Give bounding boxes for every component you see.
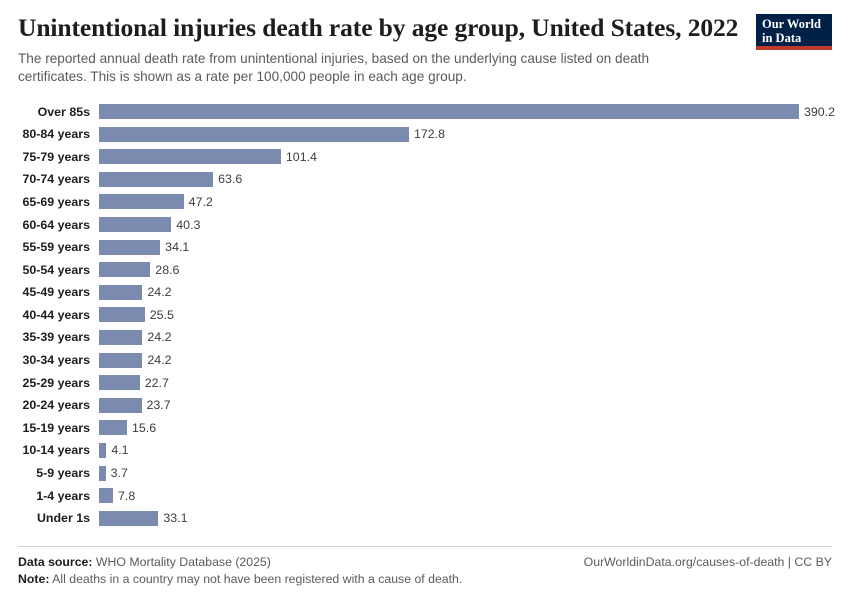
chart-subtitle: The reported annual death rate from unintentional injuries, based on the underlying cause listed on death certificates. This is shown as a rate per 100,000 people in each age group. — [18, 50, 650, 84]
bar-row[interactable] — [18, 394, 832, 417]
bar-track — [99, 507, 832, 530]
bar-category-label: 70-74 years — [22, 172, 90, 187]
bar-row[interactable] — [18, 258, 832, 281]
bar-category-label: 65-69 years — [22, 194, 90, 209]
bar-track — [99, 304, 832, 327]
bar[interactable] — [99, 466, 106, 481]
bar-category-label: 35-39 years — [22, 330, 90, 345]
bar-track — [99, 462, 832, 485]
bar-category-label: Over 85s — [37, 104, 90, 119]
bar-row[interactable] — [18, 191, 832, 214]
bar-value-label: 25.5 — [149, 307, 174, 322]
bar-value-label: 63.6 — [218, 172, 243, 187]
bar[interactable] — [99, 488, 113, 503]
chart-footer — [18, 546, 832, 586]
bar-value-label: 24.2 — [147, 285, 172, 300]
bar-category-label: 80-84 years — [22, 127, 90, 142]
bar-category-label: 1-4 years — [36, 488, 90, 503]
bar-category-label: 15-19 years — [22, 420, 90, 435]
bar-category-label: 40-44 years — [22, 307, 90, 322]
page-title: Unintentional injuries death rate by age group, United States, 2022 — [18, 13, 739, 42]
bar-row[interactable] — [18, 236, 832, 259]
bar-track — [99, 371, 832, 394]
bar-track — [99, 168, 832, 191]
bar-category-label: 5-9 years — [36, 466, 90, 481]
bar-track — [99, 281, 832, 304]
bar-row[interactable] — [18, 484, 832, 507]
chart-note — [18, 572, 832, 586]
bar-value-label: 33.1 — [163, 511, 188, 526]
note-text: All deaths in a country may not have been registered with a cause of death. — [52, 572, 463, 586]
bar-value-label: 23.7 — [146, 398, 171, 413]
data-source — [18, 555, 271, 569]
bar-rows — [18, 100, 836, 529]
bar-track — [99, 100, 835, 123]
bar-category-label: 10-14 years — [22, 443, 90, 458]
source-link[interactable]: OurWorldinData.org/causes-of-death | CC BY — [583, 555, 832, 569]
bar-category-label: 55-59 years — [22, 240, 90, 255]
bar-category-label: 30-34 years — [22, 353, 90, 368]
bar[interactable] — [99, 149, 281, 164]
bar-category-label: 20-24 years — [22, 398, 90, 413]
logo-line-2: in Data — [762, 30, 802, 45]
bar-track — [99, 123, 832, 146]
note-label: Note: — [18, 572, 50, 586]
bar-track — [99, 236, 832, 259]
bar-value-label: 101.4 — [285, 149, 317, 164]
bar-track — [99, 484, 832, 507]
bar-value-label: 172.8 — [413, 127, 445, 142]
bar[interactable] — [99, 420, 127, 435]
bar-value-label: 390.2 — [804, 104, 836, 119]
bar-track — [99, 258, 832, 281]
bar-chart — [18, 100, 836, 532]
bar-value-label: 34.1 — [165, 240, 190, 255]
bar-category-label: 45-49 years — [22, 285, 90, 300]
data-source-label: Data source: — [18, 555, 93, 569]
logo-line-1: Our World — [762, 17, 821, 31]
bar-row[interactable] — [18, 281, 832, 304]
bar-value-label: 3.7 — [110, 466, 128, 481]
bar-value-label: 22.7 — [144, 375, 169, 390]
bar-category-label: Under 1s — [36, 511, 90, 526]
bar[interactable] — [99, 511, 158, 526]
bar[interactable] — [99, 398, 142, 413]
bar-value-label: 28.6 — [155, 262, 180, 277]
chart-header — [18, 14, 832, 86]
bar-value-label: 15.6 — [131, 420, 157, 435]
bar-row[interactable] — [18, 168, 832, 191]
bar-value-label: 24.2 — [147, 353, 172, 368]
bar-track — [99, 394, 832, 417]
bar-row[interactable] — [18, 145, 832, 168]
bar[interactable] — [99, 104, 799, 119]
bar-category-label: 75-79 years — [22, 149, 90, 164]
bar[interactable] — [99, 127, 409, 142]
bar-row[interactable] — [18, 304, 832, 327]
bar-row[interactable] — [18, 507, 832, 530]
bar[interactable] — [99, 443, 106, 458]
bar-track — [99, 213, 832, 236]
bar-track — [99, 439, 832, 462]
bar-track — [99, 326, 832, 349]
data-source-text: WHO Mortality Database (2025) — [95, 555, 271, 569]
bar-track — [99, 145, 832, 168]
bar[interactable] — [99, 375, 140, 390]
bar-row[interactable] — [18, 349, 832, 372]
bar-category-label: 25-29 years — [22, 375, 90, 390]
bar[interactable] — [99, 262, 150, 277]
bar-row[interactable] — [18, 123, 832, 146]
bar-value-label: 4.1 — [111, 443, 129, 458]
bar-category-label: 50-54 years — [22, 262, 90, 277]
bar[interactable] — [99, 285, 142, 300]
bar-value-label: 7.8 — [117, 488, 136, 503]
bar[interactable] — [99, 240, 160, 255]
bar-value-label: 47.2 — [188, 194, 213, 209]
bar-track — [99, 349, 832, 372]
bar-value-label: 24.2 — [147, 330, 172, 345]
bar-row[interactable] — [18, 417, 832, 440]
bar[interactable] — [99, 194, 184, 209]
bar-row[interactable] — [18, 100, 836, 123]
bar-row[interactable] — [18, 213, 832, 236]
bar-value-label: 40.3 — [176, 217, 201, 232]
our-world-in-data-logo[interactable] — [756, 14, 832, 50]
bar-row[interactable] — [18, 371, 832, 394]
bar[interactable] — [99, 172, 213, 187]
bar-track — [99, 417, 832, 440]
bar[interactable] — [99, 330, 142, 345]
bar[interactable] — [99, 353, 142, 368]
bar-row[interactable] — [18, 439, 832, 462]
bar-row[interactable] — [18, 326, 832, 349]
bar-category-label: 60-64 years — [22, 217, 90, 232]
bar[interactable] — [99, 307, 145, 322]
bar[interactable] — [99, 217, 171, 232]
bar-track — [99, 191, 832, 214]
bar-row[interactable] — [18, 462, 832, 485]
